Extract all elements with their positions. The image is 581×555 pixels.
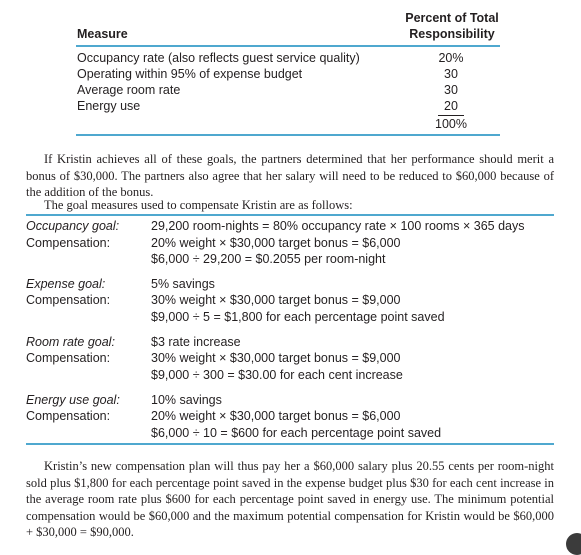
occupancy-compensation-line1: 20% weight × $30,000 target bonus = $6,000 (151, 236, 401, 250)
room-rate-compensation-line2: $9,000 ÷ 300 = $30.00 for each cent increase (151, 368, 403, 382)
paragraph-summary-text: Kristin’s new compensation plan will thus pay her a $60,000 salary plus 20.55 cents per room-night sold plus $1,800 for each percentage point saved in the expense budget plus $30 for each cent increase in the average room rate plus $600 for each percentage point saved in energy use. The minimum potential compensation would be $60,000 and the maximum potential compensation for Kristin would be $60,000 + $30,000 = $90,000. (26, 459, 554, 539)
table-row-3-measure: Average room rate (77, 83, 181, 97)
table-row-2-percent: 30 (444, 67, 458, 81)
energy-compensation-label: Compensation: (26, 409, 111, 423)
table-row-3-percent: 30 (444, 83, 458, 97)
energy-goal-text: 10% savings (151, 393, 222, 407)
energy-compensation-line1: 20% weight × $30,000 target bonus = $6,000 (151, 409, 401, 423)
room-rate-compensation-line1: 30% weight × $30,000 target bonus = $9,000 (151, 351, 401, 365)
goals-top-rule (26, 214, 554, 216)
table-header-rule (76, 45, 500, 47)
table-bottom-rule (76, 134, 500, 136)
energy-compensation-line2: $6,000 ÷ 10 = $600 for each percentage point saved (151, 426, 442, 440)
occupancy-compensation-line2: $6,000 ÷ 29,200 = $0.2055 per room-night (151, 252, 386, 266)
paragraph-summary (26, 458, 554, 541)
corner-badge-icon (566, 533, 581, 555)
expense-goal-label: Expense goal: (26, 277, 106, 291)
header-percent-line2: Responsibility (409, 27, 495, 41)
table-row-4-percent: 20 (444, 99, 458, 113)
occupancy-compensation-label: Compensation: (26, 236, 111, 250)
room-rate-compensation-label: Compensation: (26, 351, 111, 365)
header-measure: Measure (77, 27, 128, 41)
expense-compensation-line1: 30% weight × $30,000 target bonus = $9,000 (151, 293, 401, 307)
room-rate-goal-label: Room rate goal: (26, 335, 115, 349)
table-row-1-measure: Occupancy rate (also reflects guest service quality) (77, 51, 360, 65)
table-sum-rule (438, 115, 464, 116)
paragraph-bonus (26, 151, 554, 201)
room-rate-goal-text: $3 rate increase (151, 335, 241, 349)
expense-compensation-line2: $9,000 ÷ 5 = $1,800 for each percentage point saved (151, 310, 445, 324)
energy-goal-label: Energy use goal: (26, 393, 120, 407)
expense-goal-text: 5% savings (151, 277, 215, 291)
occupancy-goal-label: Occupancy goal: (26, 219, 120, 233)
expense-compensation-label: Compensation: (26, 293, 111, 307)
table-row-4-measure: Energy use (77, 99, 141, 113)
goals-bottom-rule (26, 443, 554, 445)
occupancy-goal-text: 29,200 room-nights = 80% occupancy rate × 100 rooms × 365 days (151, 219, 525, 233)
table-total: 100% (435, 117, 467, 131)
paragraph-goal-intro: The goal measures used to compensate Kristin are as follows: (44, 198, 353, 212)
header-percent-line1: Percent of Total (405, 11, 499, 25)
table-row-1-percent: 20% (438, 51, 464, 65)
table-row-2-measure: Operating within 95% of expense budget (77, 67, 303, 81)
paragraph-bonus-text: If Kristin achieves all of these goals, the partners determined that her performance should merit a bonus of $30,000. The partners also agree that her salary will need to be reduced to $60,000 because of the addition of the bonus. (26, 152, 554, 199)
